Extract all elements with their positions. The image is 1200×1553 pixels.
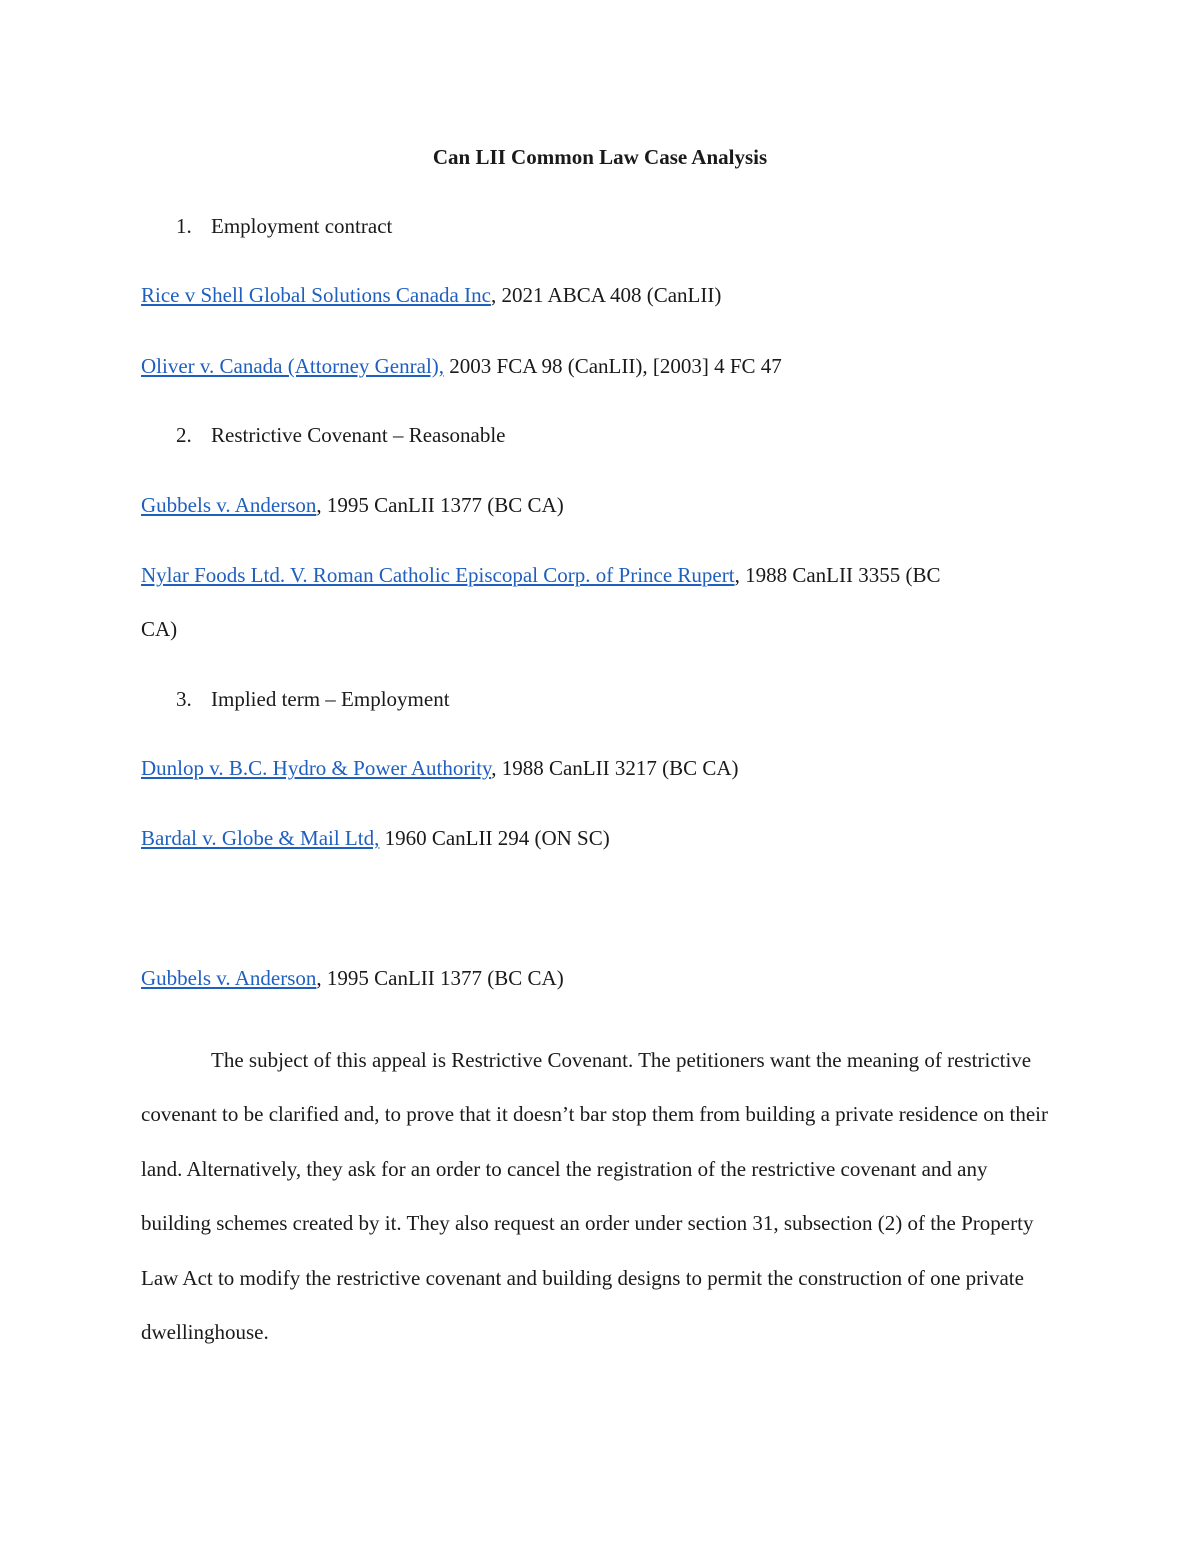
section-heading-employment-contract xyxy=(176,212,392,240)
list-number: 1. xyxy=(176,214,192,238)
case-citation-line xyxy=(141,754,739,782)
case-citation-line xyxy=(141,824,610,852)
case-citation: , 1995 CanLII 1377 (BC CA) xyxy=(316,493,564,517)
case-link-gubbels-v-anderson-analysis[interactable]: Gubbels v. Anderson xyxy=(141,966,317,990)
section-heading-text: Restrictive Covenant – Reasonable xyxy=(211,423,506,447)
section-heading-restrictive-covenant xyxy=(176,421,506,449)
analysis-case-heading xyxy=(141,964,564,992)
section-heading-text: Employment contract xyxy=(211,214,393,238)
case-citation: 1960 CanLII 294 (ON SC) xyxy=(379,826,610,850)
case-citation: , 2021 ABCA 408 (CanLII) xyxy=(490,283,722,307)
case-citation: , 1988 CanLII 3355 (BC xyxy=(734,563,941,587)
case-link-nylar-foods[interactable]: Nylar Foods Ltd. V. Roman Catholic Episcopal Corp. of Prince Rupert xyxy=(141,563,735,587)
case-citation-line xyxy=(141,561,940,589)
case-link-dunlop-v-bc-hydro[interactable]: Dunlop v. B.C. Hydro & Power Authority xyxy=(141,756,492,780)
case-citation: , 1988 CanLII 3217 (BC CA) xyxy=(491,756,739,780)
case-link-oliver-v-canada[interactable]: Oliver v. Canada (Attorney Genral), xyxy=(141,354,445,378)
case-link-gubbels-v-anderson[interactable]: Gubbels v. Anderson xyxy=(141,493,317,517)
case-citation: , 1995 CanLII 1377 (BC CA) xyxy=(316,966,564,990)
case-citation-continuation: CA) xyxy=(141,617,178,641)
case-citation-line xyxy=(141,281,721,309)
list-number: 2. xyxy=(176,423,192,447)
case-link-rice-v-shell[interactable]: Rice v Shell Global Solutions Canada Inc xyxy=(141,283,491,307)
case-citation-line xyxy=(141,352,782,380)
page-title: Can LII Common Law Case Analysis xyxy=(432,145,768,169)
section-heading-text: Implied term – Employment xyxy=(211,687,450,711)
case-citation-line xyxy=(141,491,564,519)
section-heading-implied-term xyxy=(176,685,450,713)
list-number: 3. xyxy=(176,687,192,711)
case-citation: 2003 FCA 98 (CanLII), [2003] 4 FC 47 xyxy=(444,354,782,378)
analysis-paragraph: The subject of this appeal is Restrictive Covenant. The petitioners want the meaning of restrictive covenant to be clarified and, to prove that it doesn’t bar stop them from building a private residence on their land. Alternatively, they ask for an order to cancel the registration of the restrictive covenant and any building schemes created by it. They also request an order under section 31, subsection (2) of the Property Law Act to modify the restrictive covenant and building designs to permit the construction of one private dwellinghouse. xyxy=(141,1048,1048,1345)
case-link-bardal-v-globe[interactable]: Bardal v. Globe & Mail Ltd, xyxy=(141,826,380,850)
